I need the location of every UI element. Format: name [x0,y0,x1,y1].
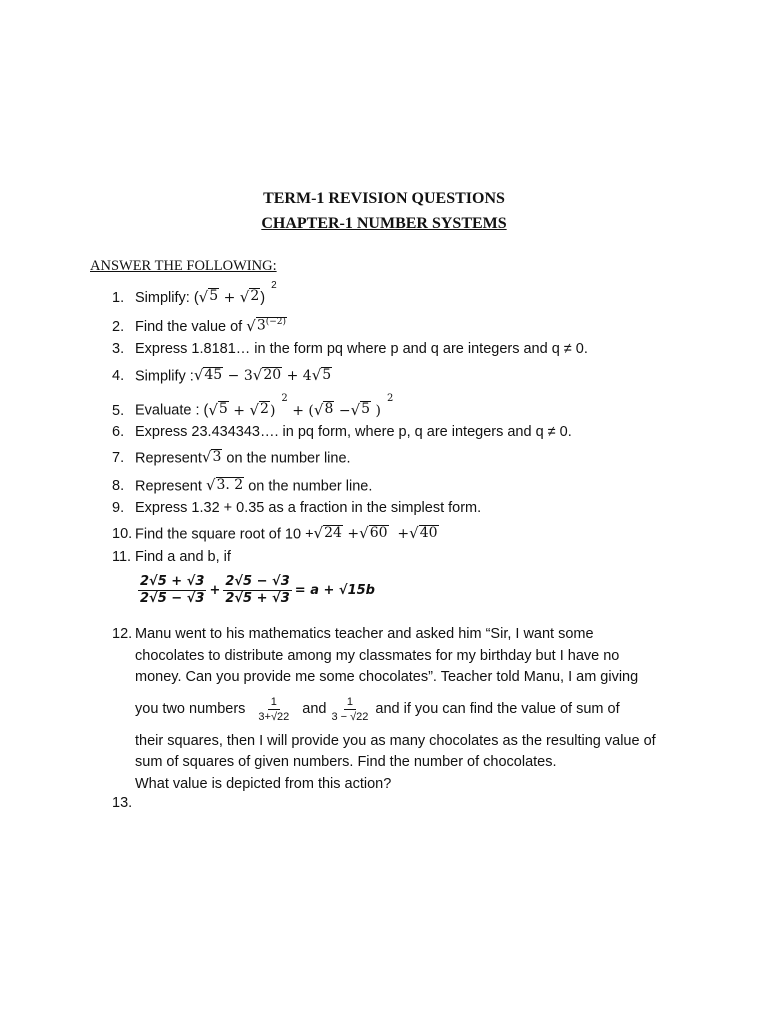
question-number: 11. [112,549,132,565]
question-number: 7. [112,450,125,467]
sqrt-icon: √ 2 [239,287,260,306]
question-5: 5. Evaluate : ( √ 5 + √ 2 )$^2$ + ( √ 8 − √ 5 )$^2$ [112,393,394,419]
sqrt-icon: √ 40 [409,524,438,543]
question-number: 6. [112,424,125,440]
question-10: 10. Find the square root of 10 + √ 24 + √ 60 + √ 40 [112,524,438,543]
document-title: TERM-1 REVISION QUESTIONS [263,190,505,207]
sqrt-icon: √ 5 [350,400,371,419]
exponent: 2 [271,280,277,291]
question-number: 10. [112,526,133,543]
instruction-heading: ANSWER THE FOLLOWING: [90,258,277,274]
chapter-title: CHAPTER-1 NUMBER SYSTEMS [261,215,507,232]
sqrt-icon: √ 5 [208,400,228,419]
question-text: Represent [135,478,206,495]
sqrt-icon: √ 45 [193,366,223,385]
question-8: 8. Represent √ 3. 2 on the number line. [112,476,373,495]
sqrt-icon: √ 5 [198,287,219,306]
question-text: Express 23.434343…. in pq form, where p, q are integers and q ≠ 0. [135,424,572,440]
question-number: 1. [112,289,125,306]
question-number: 8. [112,478,125,495]
question-number: 12. [112,626,133,642]
question-number: 13. [112,795,133,811]
fraction: $\frac{2√5 - √3}{2√5 + √3}$ [225,574,290,606]
question-number: 2. [112,319,125,336]
question-number: 5. [112,402,125,419]
fraction: $\frac{1}{3+√22}$ [258,695,290,723]
question-number: 4. [112,368,125,385]
question-text: Express 1.32 + 0.35 as a fraction in the simplest form. [135,500,482,516]
question-text: Simplify : [135,368,194,385]
question-text: chocolates to distribute among my classmates for my birthday but I have no [135,647,620,664]
sqrt-icon: √ 60 [359,524,388,543]
equation-rhs: = a + √15b [294,583,375,598]
question-number: 3. [112,341,125,357]
question-number: 9. [112,500,125,516]
question-text: Find the value of [135,319,247,336]
sqrt-icon: √ $3^{(-2)}$ [246,317,287,336]
question-text: their squares, then I will provide you as many chocolates as the resulting value of [135,732,656,749]
question-6 [112,423,572,442]
question-text: What value is depicted from this action? [135,775,392,792]
sqrt-icon: √ 3. 2 [205,476,244,495]
question-9 [112,499,481,518]
question-text: Represent [135,450,202,467]
question-13 [112,794,135,813]
question-text: Manu went to his mathematics teacher and asked him “Sir, I want some [135,626,594,642]
sqrt-icon: √ 5 [311,366,332,385]
sqrt-icon: √ 2 [249,400,269,419]
question-11 [112,548,231,567]
question-text: Express 1.8181… in the form pq where p and q are integers and q ≠ 0. [135,341,588,357]
question-text: Find the square root of 10 + [135,526,314,543]
question-text: you two numbers $\frac{1}{3+√22}$ and $\frac{1}{3 - √22}$ and if you can find the value of sum of [135,695,620,723]
sqrt-icon: √ 24 [313,524,342,543]
q11-equation: 2√5 + √3 2√5 − √3 + $\frac{2√5 - √3}{2√5 + √3}$ = a + √15b [140,574,375,606]
sqrt-icon: √ 3 [201,448,222,467]
question-1: 1. Simplify: ( √ 5 + √ 2 )$^2$ [112,280,277,306]
fraction: 2√5 + √3 2√5 − √3 [140,574,205,606]
sqrt-icon: √ 20 [252,366,282,385]
fraction: $\frac{1}{3 - √22}$ [331,695,369,723]
question-text: Simplify: ( [135,289,199,306]
question-12 [112,624,695,795]
question-text: Evaluate : ( [135,402,209,419]
question-3 [112,340,588,359]
question-7: 7. Represent √ 3 on the number line. [112,448,351,467]
sqrt-icon: √ 8 [313,400,334,419]
question-2 [112,317,287,337]
question-text: Find a and b, if [135,549,231,565]
question-4: 4. Simplify : √ 45 − 3 √ 20 + 4 √ 5 [112,366,332,385]
question-text: money. Can you provide me some chocolates”. Teacher told Manu, I am giving [135,669,639,685]
question-text: sum of squares of given numbers. Find the number of chocolates. [135,754,557,770]
